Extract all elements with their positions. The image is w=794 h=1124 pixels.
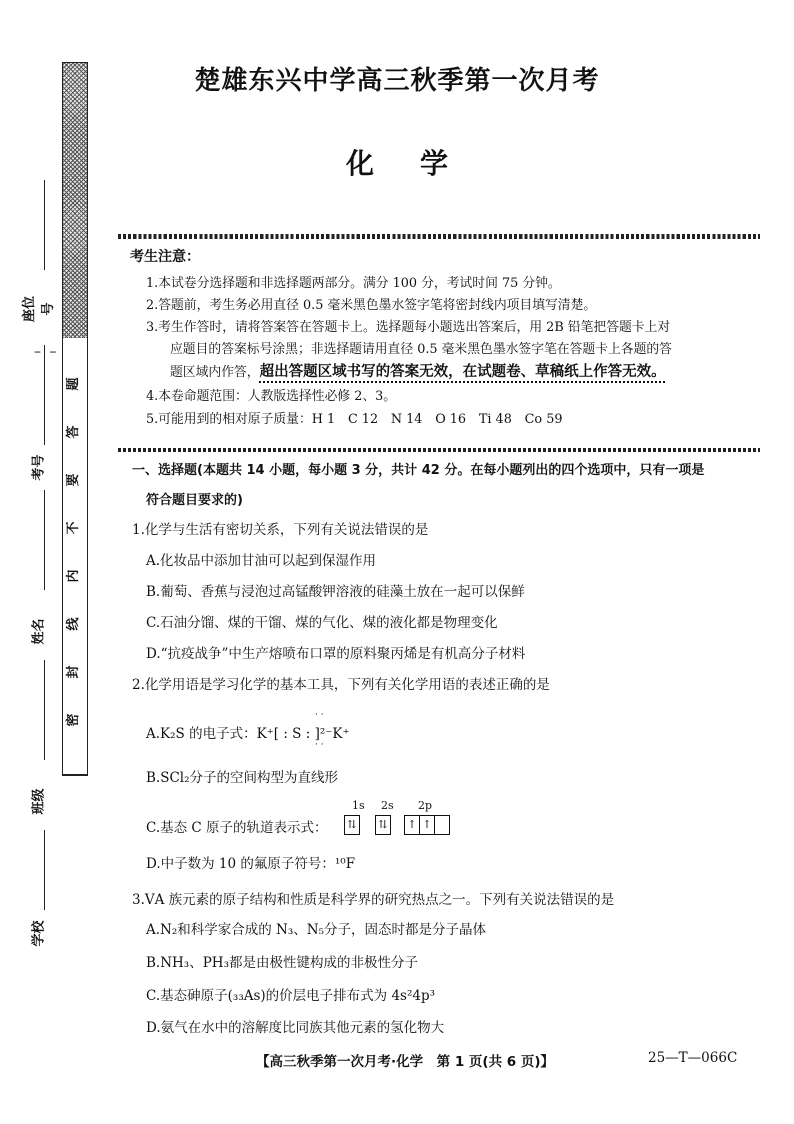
question-option: A.N₂和科学家合成的 N₃、N₅分子，固态时都是分子晶体	[146, 922, 487, 938]
question-option: C.基态 C 原子的轨道表示式：	[146, 820, 328, 836]
class-line[interactable]	[44, 660, 45, 760]
notice-item: 2.答题前，考生务必用直径 0.5 毫米黑色墨水签字笔将密封线内项目填写清楚。	[146, 298, 597, 313]
exam-title: 楚雄东兴中学高三秋季第一次月考	[194, 66, 600, 96]
seal-char: 内	[66, 569, 81, 583]
question-option: A.化妆品中添加甘油可以起到保湿作用	[146, 553, 377, 569]
subject-title: 化学	[345, 147, 494, 180]
notice-item: 1.本试卷分选择题和非选择题两部分。满分 100 分，考试时间 75 分钟。	[146, 276, 561, 291]
lone-pair-dots: · ·	[315, 740, 324, 750]
question-stem: 3.ⅤA 族元素的原子结构和性质是科学界的研究热点之一。下列有关说法错误的是	[132, 892, 615, 908]
notice-text: 题区域内作答，	[170, 365, 260, 380]
exam-code: 25—T—066C	[648, 1050, 738, 1066]
question-option: A.K₂S 的电子式：K⁺[ : S : ]²⁻K⁺	[146, 726, 350, 742]
cut-mark: – –	[34, 344, 59, 360]
notice-item	[170, 360, 666, 381]
orbital-label: 2s	[381, 799, 394, 812]
notice-box-border	[118, 448, 760, 452]
orbital-cell	[435, 816, 449, 834]
orbital-label: 1s	[352, 799, 365, 812]
class-label: 班级	[31, 788, 47, 815]
exam-number-label: 考号	[31, 454, 47, 481]
orbital-box-2s	[375, 815, 391, 835]
orbital-cell: ↑	[420, 816, 435, 834]
orbital-label: 2p	[418, 799, 433, 812]
seat-number-line[interactable]	[44, 180, 45, 270]
name-label: 姓名	[31, 618, 47, 645]
seal-char: 线	[66, 617, 81, 631]
seat-number-label: 座位号	[22, 296, 56, 323]
orbital-cell: ⇅	[347, 818, 357, 831]
notice-item: 3.考生作答时，请将答案答在答题卡上。选择题每小题选出答案后，用 2B 铅笔把答题卡上对	[146, 320, 671, 335]
seal-char: 封	[66, 665, 81, 679]
question-option: C.基态砷原子(₃₃As)的价层电子排布式为 4s²4p³	[146, 988, 436, 1004]
question-option: D.氨气在水中的溶解度比同族其他元素的氢化物大	[146, 1020, 445, 1036]
section-heading-cont: 符合题目要求的)	[146, 493, 243, 508]
seal-char: 题	[66, 377, 81, 391]
notice-item: 4.本卷命题范围：人教版选择性必修 2、3。	[146, 389, 397, 404]
school-label: 学校	[31, 920, 47, 947]
question-option: C.石油分馏、煤的干馏、煤的气化、煤的液化都是物理变化	[146, 615, 498, 631]
orbital-cell: ↑	[405, 816, 420, 834]
school-line[interactable]	[44, 830, 45, 910]
seal-char: 要	[66, 473, 81, 487]
exam-number-line[interactable]	[44, 345, 45, 445]
orbital-cell: ⇅	[378, 818, 388, 831]
section-heading: 一、选择题(本题共 14 小题，每小题 3 分，共计 42 分。在每小题列出的四个选项中，只有一项是	[132, 463, 705, 478]
seal-char: 不	[66, 521, 81, 535]
question-stem: 2.化学用语是学习化学的基本工具，下列有关化学用语的表述正确的是	[132, 677, 550, 693]
notice-item: 应题目的答案标号涂黑；非选择题请用直径 0.5 毫米黑色墨水签字笔在答题卡上各题的答	[170, 342, 672, 357]
notice-item: 5.可能用到的相对原子质量：H 1 C 12 N 14 O 16 Ti 48 Co 59	[146, 412, 563, 427]
lone-pair-dots: · ·	[315, 710, 324, 720]
question-option: B.SCl₂分子的空间构型为直线形	[146, 770, 339, 786]
orbital-box-2p	[404, 815, 450, 835]
seal-char: 密	[66, 713, 81, 727]
orbital-box-1s	[344, 815, 360, 835]
page-footer: 【高三秋季第一次月考·化学 第 1 页(共 6 页)】	[256, 1054, 555, 1070]
name-line[interactable]	[44, 490, 45, 590]
seal-char: 答	[66, 425, 81, 439]
notice-emphasis: 超出答题区域书写的答案无效，在试题卷、草稿纸上作答无效。	[259, 364, 666, 380]
question-option: D.中子数为 10 的氟原子符号：¹⁰F	[146, 856, 356, 872]
notice-title: 考生注意：	[130, 249, 200, 265]
question-option: D.“抗疫战争”中生产熔喷布口罩的原料聚丙烯是有机高分子材料	[146, 646, 526, 662]
question-option: B.葡萄、香蕉与浸泡过高锰酸钾溶液的硅藻土放在一起可以保鲜	[146, 584, 525, 600]
question-option: B.NH₃、PH₃都是由极性键构成的非极性分子	[146, 955, 418, 971]
question-stem: 1.化学与生活有密切关系，下列有关说法错误的是	[132, 522, 429, 538]
seal-line-area	[62, 338, 88, 775]
